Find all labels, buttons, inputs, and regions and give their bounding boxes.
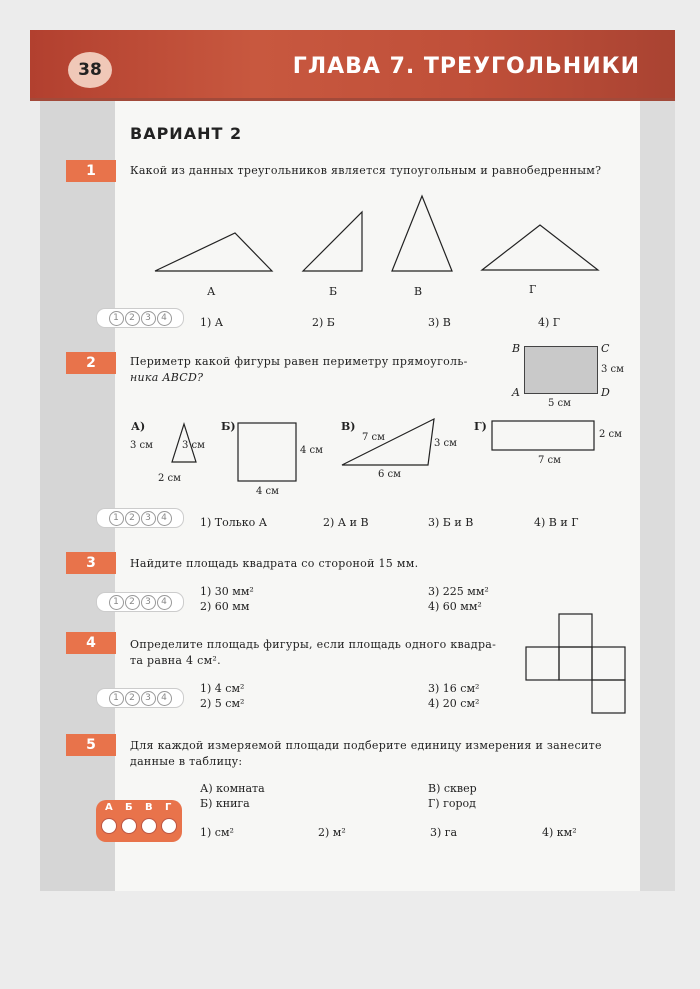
triangle-b-label: Б xyxy=(329,285,338,298)
figure-v-bottom-side: 6 см xyxy=(378,469,401,480)
q3-answer-2: 2) 60 мм xyxy=(200,600,250,613)
answer-circle-4[interactable]: 4 xyxy=(157,595,172,610)
figure-v-label: В) xyxy=(341,420,356,433)
grid-square-top xyxy=(559,614,592,647)
answer-circle-3[interactable]: 3 xyxy=(141,311,156,326)
question-4-badge: 4 xyxy=(66,632,116,654)
q5-answer-3: 3) га xyxy=(430,826,458,839)
rect-vertex-d: D xyxy=(601,386,610,399)
figure-g-bottom-side: 7 см xyxy=(538,455,561,466)
table-letter-g: Г xyxy=(165,802,172,813)
q2-answer-4: 4) В и Г xyxy=(534,516,579,529)
question-3-badge: 3 xyxy=(66,552,116,574)
figure-b-right-side: 4 см xyxy=(300,445,323,456)
q1-answer-4: 4) Г xyxy=(538,316,561,329)
question-3-text: Найдите площадь квадрата со стороной 15 мм. xyxy=(130,557,419,570)
figure-a-right-side: 3 см xyxy=(182,440,205,451)
q1-answer-2: 2) Б xyxy=(312,316,335,329)
q5-item-a: А) комната xyxy=(200,782,265,795)
q3-answer-3: 3) 225 мм² xyxy=(428,585,489,598)
rect-vertex-b: B xyxy=(512,342,521,355)
chapter-title: ГЛАВА 7. ТРЕУГОЛЬНИКИ xyxy=(292,54,640,79)
figure-b-label: Б) xyxy=(221,420,236,433)
grid-square-mid-1 xyxy=(526,647,559,680)
figure-g-label: Г) xyxy=(474,420,487,433)
answer-circle-3[interactable]: 3 xyxy=(141,511,156,526)
q3-answer-1: 1) 30 мм² xyxy=(200,585,254,598)
figure-a-left-side: 3 см xyxy=(130,440,153,451)
answer-circle-4[interactable]: 4 xyxy=(157,311,172,326)
page-number: 38 xyxy=(68,52,112,88)
rect-vertex-a: A xyxy=(512,386,520,399)
q2-answer-2: 2) А и В xyxy=(323,516,369,529)
question-2-badge: 2 xyxy=(66,352,116,374)
figure-b-bottom-side: 4 см xyxy=(256,486,279,497)
figure-a-bottom-side: 2 см xyxy=(158,473,181,484)
question-5-text-line-1: Для каждой измеряемой площади подберите единицу измерения и занесите xyxy=(130,739,602,752)
q5-answer-4: 4) км² xyxy=(542,826,577,839)
answer-circle-3[interactable]: 3 xyxy=(141,595,156,610)
question-4-text-line-1: Определите площадь фигуры, если площадь одного квадра- xyxy=(130,638,497,651)
grid-square-mid-2 xyxy=(559,647,592,680)
triangle-a-label: А xyxy=(207,285,216,298)
triangle-g-label: Г xyxy=(529,283,537,296)
q5-item-g: Г) город xyxy=(428,797,476,810)
table-letter-a: А xyxy=(105,802,113,813)
answer-circle-4[interactable]: 4 xyxy=(157,511,172,526)
q5-answer-1: 1) см² xyxy=(200,826,234,839)
question-1-text: Какой из данных треугольников является тупоугольным и равнобедренным? xyxy=(130,164,602,177)
q4-answer-2: 2) 5 см² xyxy=(200,697,245,710)
question-4-text-line-2: та равна 4 см². xyxy=(130,654,221,667)
q2-answer-3: 3) Б и В xyxy=(428,516,474,529)
question-1-badge: 1 xyxy=(66,160,116,182)
answer-circle-2[interactable]: 2 xyxy=(125,511,140,526)
question-2-text-line-2: ника ABCD? xyxy=(130,371,204,384)
figure-v-right-side: 3 см xyxy=(434,438,457,449)
rect-side-bottom: 5 см xyxy=(548,398,571,409)
answer-circle-2[interactable]: 2 xyxy=(125,691,140,706)
triangle-v-label: В xyxy=(414,285,423,298)
question-5-text-line-2: данные в таблицу: xyxy=(130,755,243,768)
q5-answer-2: 2) м² xyxy=(318,826,346,839)
table-answer-cell-v[interactable] xyxy=(141,818,157,834)
answer-circle-1[interactable]: 1 xyxy=(109,511,124,526)
answer-circle-2[interactable]: 2 xyxy=(125,311,140,326)
q2-answer-1: 1) Только А xyxy=(200,516,268,529)
answer-circle-2[interactable]: 2 xyxy=(125,595,140,610)
table-answer-cell-g[interactable] xyxy=(161,818,177,834)
q3-answer-4: 4) 60 мм² xyxy=(428,600,482,613)
rect-vertex-c: C xyxy=(601,342,610,355)
answer-circle-3[interactable]: 3 xyxy=(141,691,156,706)
q4-answer-3: 3) 16 см² xyxy=(428,682,480,695)
question-4-answer-circles[interactable] xyxy=(96,688,184,708)
table-answer-cell-b[interactable] xyxy=(121,818,137,834)
q5-item-v: В) сквер xyxy=(428,782,477,795)
figure-g-right-side: 2 см xyxy=(599,429,622,440)
answer-circle-1[interactable]: 1 xyxy=(109,595,124,610)
table-letter-v: В xyxy=(145,802,153,813)
table-answer-cell-a[interactable] xyxy=(101,818,117,834)
grid-square-bottom xyxy=(592,680,625,713)
answer-circle-1[interactable]: 1 xyxy=(109,691,124,706)
q4-answer-1: 1) 4 см² xyxy=(200,682,245,695)
rect-side-right: 3 см xyxy=(601,364,624,375)
grid-square-mid-3 xyxy=(592,647,625,680)
question-2-text-line-1: Периметр какой фигуры равен периметру прямоуголь- xyxy=(130,355,468,368)
answer-circle-1[interactable]: 1 xyxy=(109,311,124,326)
figure-a-label: А) xyxy=(131,420,146,433)
answer-circle-4[interactable]: 4 xyxy=(157,691,172,706)
q1-answer-1: 1) А xyxy=(200,316,224,329)
q5-item-b: Б) книга xyxy=(200,797,250,810)
variant-title: ВАРИАНТ 2 xyxy=(130,124,243,143)
q4-answer-4: 4) 20 см² xyxy=(428,697,480,710)
question-5-badge: 5 xyxy=(66,734,116,756)
q1-answer-3: 3) В xyxy=(428,316,451,329)
figure-v-top-side: 7 см xyxy=(362,432,385,443)
table-letter-b: Б xyxy=(125,802,133,813)
